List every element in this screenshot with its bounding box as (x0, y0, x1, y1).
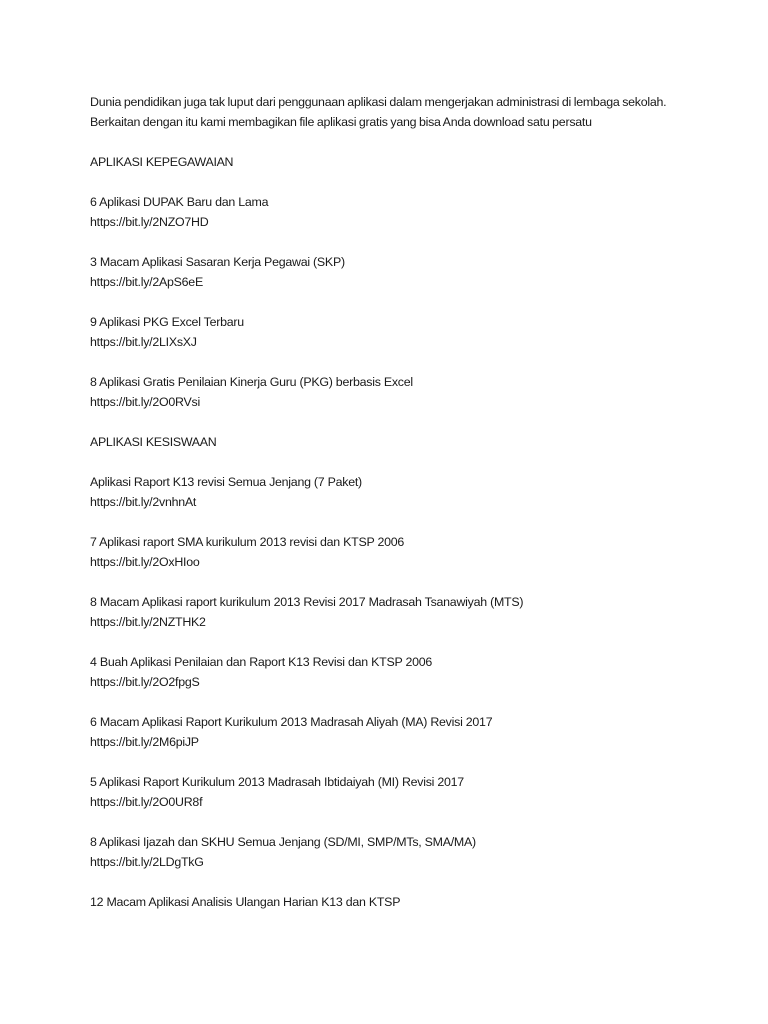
entry-link[interactable]: https://bit.ly/2vnhnAt (90, 495, 197, 509)
section-heading: APLIKASI KEPEGAWAIAN (90, 155, 234, 169)
entry-title: 9 Aplikasi PKG Excel Terbaru (90, 315, 244, 329)
entry-link[interactable]: https://bit.ly/2LIXsXJ (90, 335, 197, 349)
list-item (90, 532, 690, 572)
list-item (90, 892, 690, 912)
section-heading: APLIKASI KESISWAAN (90, 435, 217, 449)
entry-title: 8 Macam Aplikasi raport kurikulum 2013 Revisi 2017 Madrasah Tsanawiyah (MTS) (90, 595, 524, 609)
entry-title: 8 Aplikasi Gratis Penilaian Kinerja Guru (PKG) berbasis Excel (90, 375, 413, 389)
entry-title: Aplikasi Raport K13 revisi Semua Jenjang (7 Paket) (90, 475, 362, 489)
section-kepegawaian (90, 152, 690, 412)
list-item (90, 192, 690, 232)
entry-link[interactable]: https://bit.ly/2O0RVsi (90, 395, 200, 409)
section-kesiswaan (90, 432, 690, 912)
entry-title: 3 Macam Aplikasi Sasaran Kerja Pegawai (SKP) (90, 255, 345, 269)
entry-link[interactable]: https://bit.ly/2OxHIoo (90, 555, 200, 569)
entry-link[interactable]: https://bit.ly/2M6piJP (90, 735, 199, 749)
list-item (90, 312, 690, 352)
list-item (90, 712, 690, 752)
list-item (90, 592, 690, 632)
list-item (90, 372, 690, 412)
entry-link[interactable]: https://bit.ly/2O2fpgS (90, 675, 200, 689)
entry-title: 12 Macam Aplikasi Analisis Ulangan Harian K13 dan KTSP (90, 895, 401, 909)
document-body (90, 92, 690, 912)
list-item (90, 832, 690, 872)
entry-link[interactable]: https://bit.ly/2LDgTkG (90, 855, 204, 869)
entry-link[interactable]: https://bit.ly/2O0UR8f (90, 795, 203, 809)
entry-link[interactable]: https://bit.ly/2ApS6eE (90, 275, 203, 289)
entry-title: 5 Aplikasi Raport Kurikulum 2013 Madrasah Ibtidaiyah (MI) Revisi 2017 (90, 775, 464, 789)
list-item (90, 472, 690, 512)
entry-title: 6 Macam Aplikasi Raport Kurikulum 2013 Madrasah Aliyah (MA) Revisi 2017 (90, 715, 493, 729)
intro-paragraph: Dunia pendidikan juga tak luput dari penggunaan aplikasi dalam mengerjakan administrasi di lembaga sekolah. Berkaitan dengan itu kami membagikan file aplikasi gratis yang bisa Anda download satu persatu (90, 95, 667, 129)
entry-title: 7 Aplikasi raport SMA kurikulum 2013 revisi dan KTSP 2006 (90, 535, 405, 549)
entry-title: 8 Aplikasi Ijazah dan SKHU Semua Jenjang (SD/MI, SMP/MTs, SMA/MA) (90, 835, 476, 849)
list-item (90, 652, 690, 692)
list-item (90, 252, 690, 292)
list-item (90, 772, 690, 812)
entry-title: 6 Aplikasi DUPAK Baru dan Lama (90, 195, 269, 209)
entry-link[interactable]: https://bit.ly/2NZO7HD (90, 215, 209, 229)
entry-title: 4 Buah Aplikasi Penilaian dan Raport K13 Revisi dan KTSP 2006 (90, 655, 433, 669)
entry-link[interactable]: https://bit.ly/2NZTHK2 (90, 615, 206, 629)
